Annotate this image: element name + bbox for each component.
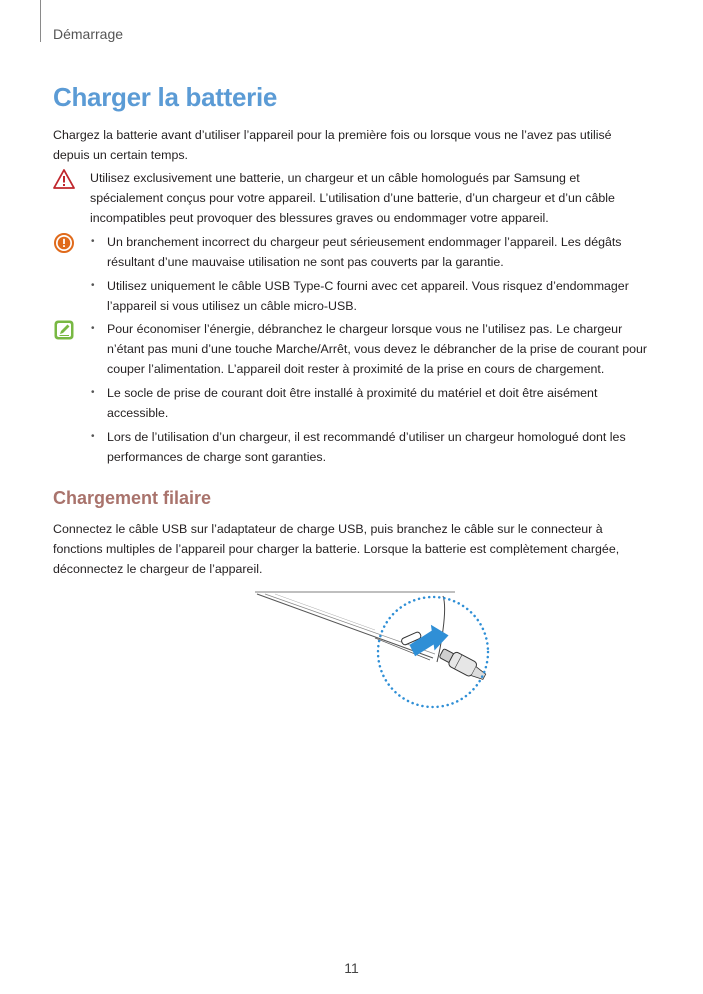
caution-circle-icon	[53, 232, 75, 254]
note-item: • Le socle de prise de courant doit être installé à proximité du matériel et doit être aisément accessible.	[89, 383, 649, 423]
page-title: Charger la batterie	[53, 82, 278, 112]
caution-notice	[53, 232, 653, 320]
note-item: • Lors de l’utilisation d’un chargeur, il est recommandé d’utiliser un chargeur homologué dont les performances de charge sont garanties.	[89, 427, 649, 467]
caution-item: • Utilisez uniquement le câble USB Type-C fourni avec cet appareil. Vous risquez d’endommager l’appareil si vous utilisez un câble micro-USB.	[89, 276, 649, 316]
note-pencil-icon	[53, 319, 75, 341]
note-item: • Pour économiser l’énergie, débranchez le chargeur lorsque vous ne l’utilisez pas. Le chargeur n’étant pas muni d’une touche Marche/Arrêt, vous devez le débrancher de la prise de courant pour couper l’alimentation. L’appareil doit rester à proximité de la prise en cours de chargement.	[89, 319, 649, 379]
warning-text: Utilisez exclusivement une batterie, un chargeur et un câble homologués par Samsung et spécialement conçus pour votre appareil. L’utilisation d’une batterie, d’un chargeur et d’un câble incompatibles peut provoquer des blessures graves ou endommager votre appareil.	[90, 171, 615, 225]
caution-item: • Un branchement incorrect du chargeur peut sérieusement endommager l’appareil. Les dégâts résultant d’une mauvaise utilisation ne sont pas couverts par la garantie.	[89, 232, 649, 272]
subsection-title: Chargement filaire	[53, 488, 212, 508]
note-list	[89, 319, 649, 467]
usb-charging-illustration	[255, 580, 500, 725]
subsection-paragraph: Connectez le câble USB sur l’adaptateur de charge USB, puis branchez le câble sur le connecteur à fonctions multiples de l’appareil pour charger la batterie. Lorsque la batterie est complètement chargée, déconnectez le chargeur de l’appareil.	[53, 522, 620, 576]
caution-list	[89, 232, 649, 316]
note-notice	[53, 319, 653, 471]
usb-c-plug-icon	[438, 646, 489, 683]
warning-notice	[53, 168, 653, 228]
section-label: Démarrage	[53, 26, 124, 42]
page-number: 11	[344, 960, 359, 976]
intro-paragraph: Chargez la batterie avant d’utiliser l’appareil pour la première fois ou lorsque vous ne l’avez pas utilisé depuis un certain temps.	[53, 128, 612, 162]
header-rule	[40, 0, 41, 42]
warning-triangle-icon	[53, 168, 75, 190]
